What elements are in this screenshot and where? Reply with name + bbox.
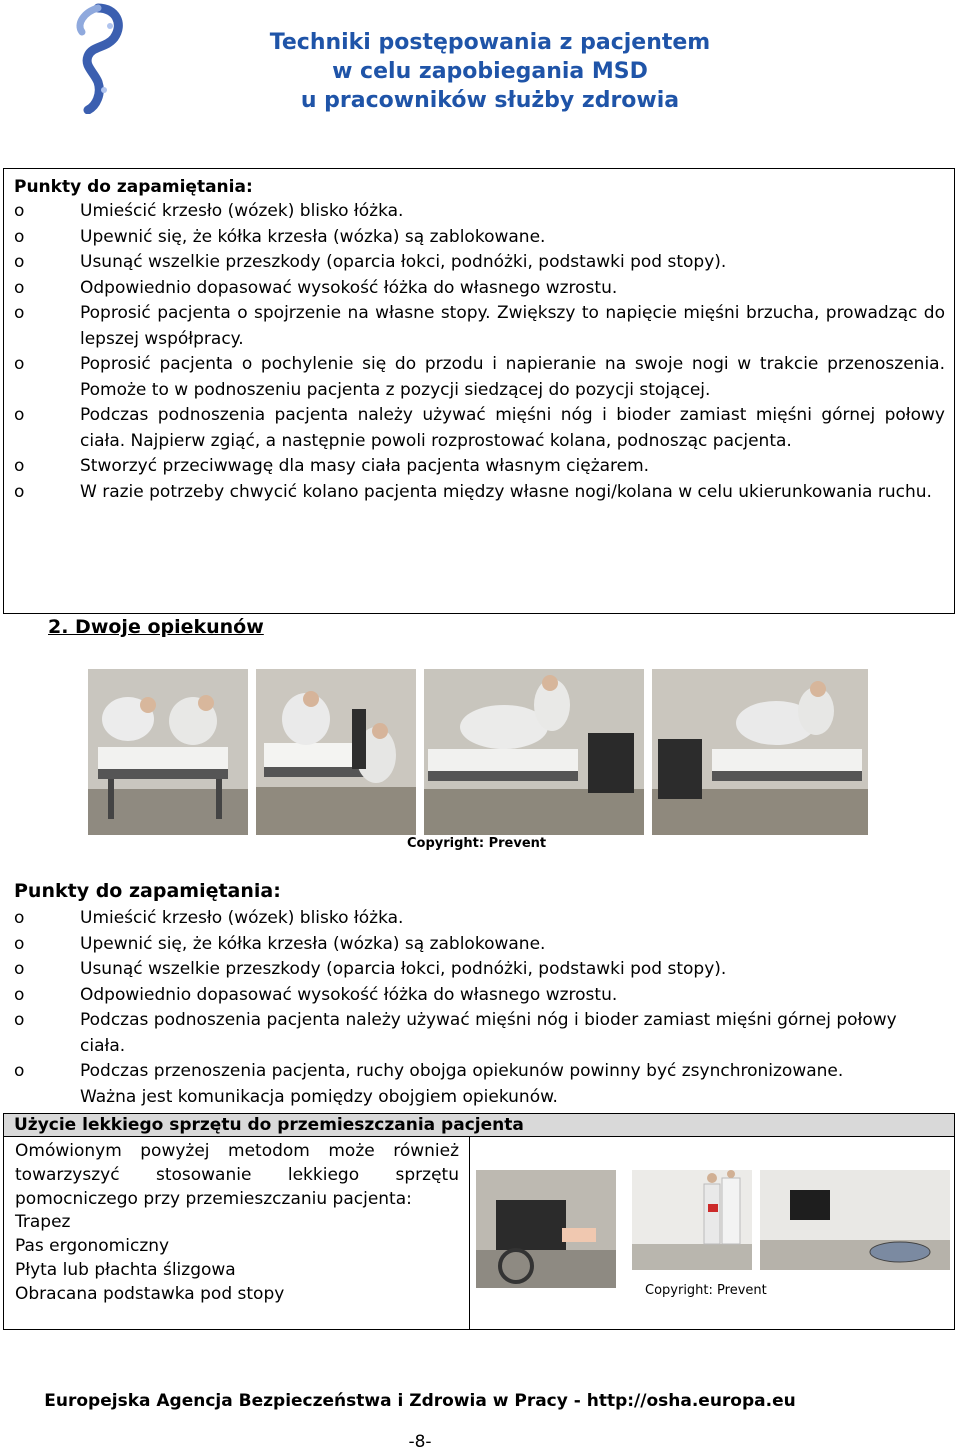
agency-logo xyxy=(58,2,138,114)
list-item: o Umieścić krzesło (wózek) blisko łóżka. xyxy=(14,906,945,932)
list-item: o Upewnić się, że kółka krzesła (wózka) są zablokowane. xyxy=(14,225,945,251)
list-item: o Podczas podnoszenia pacjenta należy używać mięśni nóg i bioder zamiast mięśni górnej połowy ciała. Najpierw zgiąć, a następnie powoli rozprostować kolana, podnosząc pacjenta. xyxy=(14,405,945,451)
list-item: o Podczas podnoszenia pacjenta należy używać mięśni nóg i bioder zamiast mięśni górnej połowy ciała. xyxy=(14,1010,897,1056)
section-title-two-carers: 2. Dwoje opiekunów xyxy=(48,616,264,638)
equipment-item: Trapez xyxy=(15,1212,71,1233)
bullet-icon: o xyxy=(14,908,25,928)
bullet-icon: o xyxy=(14,959,25,979)
title-line-3: u pracowników służby zdrowia xyxy=(300,88,680,113)
list-item: o Upewnić się, że kółka krzesła (wózka) są zablokowane. xyxy=(14,932,945,958)
bullet-icon: o xyxy=(14,933,25,954)
photo-two-carers-1 xyxy=(88,669,248,835)
bullet-icon: o xyxy=(14,226,25,247)
bullet-icon: o xyxy=(14,405,25,425)
bullet-icon: o xyxy=(14,277,25,298)
list-item: o W razie potrzeby chwycić kolano pacjenta między własne nogi/kolana w celu ukierunkowania ruchu. xyxy=(14,480,945,506)
list-item: o Usunąć wszelkie przeszkody (oparcia łokci, podnóżki, podstawki pod stopy). xyxy=(14,250,945,276)
photo-equipment-2 xyxy=(632,1170,752,1270)
points-heading-2: Punkty do zapamiętania: xyxy=(14,880,281,902)
bullet-icon: o xyxy=(14,984,25,1005)
bullet-icon: o xyxy=(14,252,25,272)
list-item: o Podczas przenoszenia pacjenta, ruchy obojga opiekunów powinny być zsynchronizowane. Ważna jest komunikacja pomiędzy obojgiem opiekunów. xyxy=(14,1061,844,1107)
footer-text: Europejska Agencja Bezpieczeństwa i Zdrowia w Pracy - http://osha.europa.eu xyxy=(44,1391,796,1411)
bullet-icon: o xyxy=(14,1061,25,1081)
document-title xyxy=(160,28,820,115)
equipment-header: Użycie lekkiego sprzętu do przemieszczania pacjenta xyxy=(4,1114,954,1137)
bullet-icon: o xyxy=(14,303,25,323)
equipment-item: Obracana podstawka pod stopy xyxy=(15,1283,285,1304)
photo-two-carers-2 xyxy=(256,669,416,835)
page-number: -8- xyxy=(408,1432,432,1452)
bullet-icon: o xyxy=(14,1010,25,1030)
bullet-icon: o xyxy=(14,456,25,476)
column-divider xyxy=(469,1137,470,1329)
list-item: o Usunąć wszelkie przeszkody (oparcia łokci, podnóżki, podstawki pod stopy). xyxy=(14,957,945,983)
title-line-2: w celu zapobiegania MSD xyxy=(332,59,648,84)
list-item: o Odpowiednio dopasować wysokość łóżka do własnego wzrostu. xyxy=(14,276,945,302)
list-item: o Stworzyć przeciwwagę dla masy ciała pacjenta własnym ciężarem. xyxy=(14,454,945,480)
points-list-1 xyxy=(14,199,945,505)
list-item: o Odpowiednio dopasować wysokość łóżka do własnego wzrostu. xyxy=(14,983,945,1009)
equipment-item: Pas ergonomiczny xyxy=(15,1236,170,1257)
photo-two-carers-3 xyxy=(424,669,644,835)
bullet-icon: o xyxy=(14,481,25,502)
copyright-label-1: Copyright: Prevent xyxy=(407,836,547,851)
list-item: o Umieścić krzesło (wózek) blisko łóżka. xyxy=(14,199,945,225)
equipment-intro: Omówionym powyżej metodom może również towarzyszyć stosowanie lekkiego sprzętu pomocniczego przy przemieszczaniu pacjenta: xyxy=(15,1141,459,1209)
points-list-2 xyxy=(14,906,945,1110)
copyright-label-2: Copyright: Prevent xyxy=(645,1283,767,1298)
list-item: o Poprosić pacjenta o pochylenie się do przodu i napieranie na swoje nogi w trakcie przenoszenia. Pomoże to w podnoszeniu pacjenta z pozycji siedzącej do pozycji stojącej. xyxy=(14,354,945,400)
bullet-icon: o xyxy=(14,201,25,221)
photo-equipment-1 xyxy=(476,1170,616,1288)
equipment-text xyxy=(15,1140,459,1307)
photo-two-carers-4 xyxy=(652,669,868,835)
title-line-1: Techniki postępowania z pacjentem xyxy=(269,30,711,55)
photo-equipment-3 xyxy=(760,1170,950,1270)
equipment-item: Płyta lub płachta ślizgowa xyxy=(15,1259,236,1280)
points-heading-1: Punkty do zapamiętania: xyxy=(14,177,253,197)
bullet-icon: o xyxy=(14,354,25,374)
list-item: o Poprosić pacjenta o spojrzenie na własne stopy. Zwiększy to napięcie mięśni brzucha, prowadząc do lepszej współpracy. xyxy=(14,303,945,349)
